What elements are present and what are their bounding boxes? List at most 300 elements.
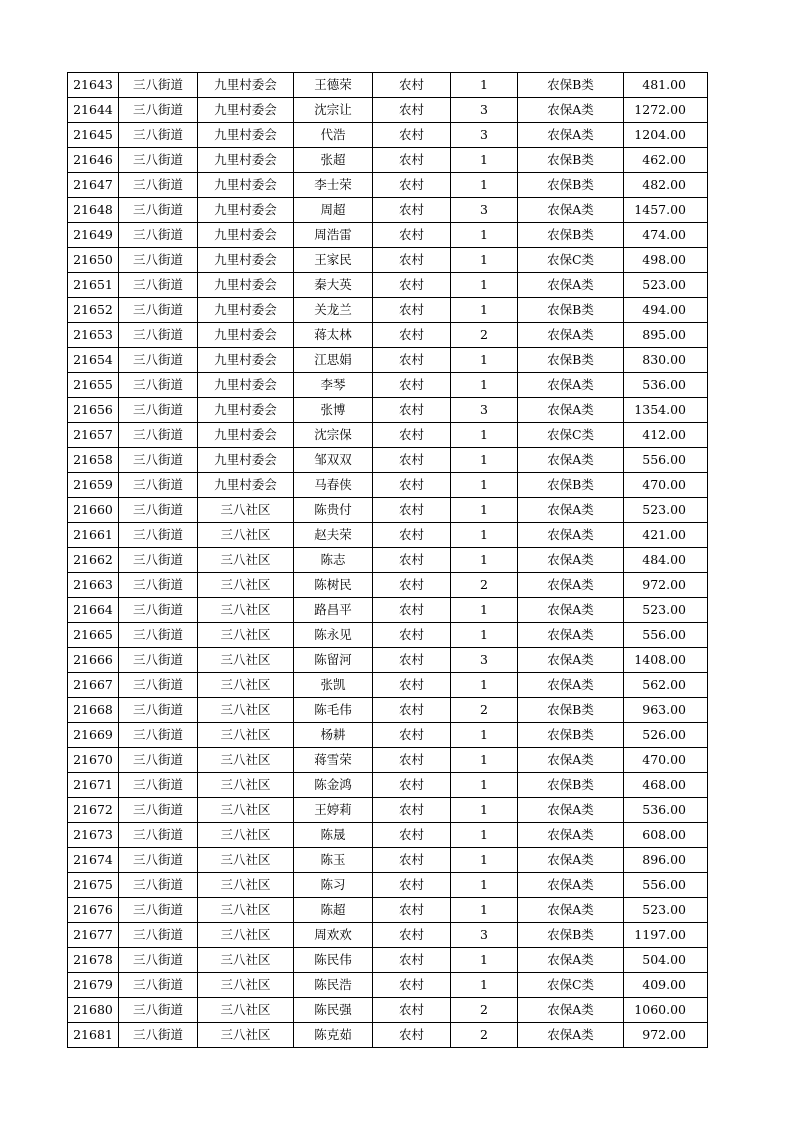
household-type-cell: 农村 xyxy=(373,998,451,1023)
subdistrict-cell: 三八街道 xyxy=(119,848,198,873)
subdistrict-cell: 三八街道 xyxy=(119,973,198,998)
insurance-category-cell: 农保A类 xyxy=(518,123,624,148)
village-committee-cell: 三八社区 xyxy=(198,973,294,998)
subdistrict-cell: 三八街道 xyxy=(119,473,198,498)
subdistrict-cell: 三八街道 xyxy=(119,698,198,723)
table-row xyxy=(68,173,708,198)
insurance-category-cell: 农保B类 xyxy=(518,723,624,748)
insurance-category-cell: 农保A类 xyxy=(518,498,624,523)
name-cell: 代浩 xyxy=(294,123,373,148)
village-committee-cell: 九里村委会 xyxy=(198,423,294,448)
household-type-cell: 农村 xyxy=(373,773,451,798)
name-cell: 路昌平 xyxy=(294,598,373,623)
insurance-category-cell: 农保B类 xyxy=(518,173,624,198)
village-committee-cell: 三八社区 xyxy=(198,498,294,523)
table-row xyxy=(68,723,708,748)
serial-number-cell: 21672 xyxy=(68,798,119,823)
household-type-cell: 农村 xyxy=(373,273,451,298)
household-type-cell: 农村 xyxy=(373,323,451,348)
table-row xyxy=(68,473,708,498)
serial-number-cell: 21677 xyxy=(68,923,119,948)
person-count-cell: 2 xyxy=(451,698,518,723)
person-count-cell: 2 xyxy=(451,998,518,1023)
household-type-cell: 农村 xyxy=(373,823,451,848)
name-cell: 沈宗保 xyxy=(294,423,373,448)
table-row xyxy=(68,148,708,173)
person-count-cell: 1 xyxy=(451,448,518,473)
subdistrict-cell: 三八街道 xyxy=(119,648,198,673)
insurance-category-cell: 农保B类 xyxy=(518,148,624,173)
person-count-cell: 1 xyxy=(451,148,518,173)
household-type-cell: 农村 xyxy=(373,798,451,823)
name-cell: 张超 xyxy=(294,148,373,173)
table-row xyxy=(68,298,708,323)
roster-table xyxy=(67,72,708,1048)
insurance-category-cell: 农保A类 xyxy=(518,848,624,873)
amount-cell: 412.00 xyxy=(624,423,708,448)
name-cell: 蒋太林 xyxy=(294,323,373,348)
table-row xyxy=(68,798,708,823)
name-cell: 蒋雪荣 xyxy=(294,748,373,773)
subdistrict-cell: 三八街道 xyxy=(119,323,198,348)
household-type-cell: 农村 xyxy=(373,873,451,898)
amount-cell: 830.00 xyxy=(624,348,708,373)
amount-cell: 494.00 xyxy=(624,298,708,323)
insurance-category-cell: 农保A类 xyxy=(518,323,624,348)
insurance-category-cell: 农保B类 xyxy=(518,923,624,948)
person-count-cell: 1 xyxy=(451,623,518,648)
serial-number-cell: 21660 xyxy=(68,498,119,523)
name-cell: 李士荣 xyxy=(294,173,373,198)
table-row xyxy=(68,748,708,773)
person-count-cell: 1 xyxy=(451,823,518,848)
household-type-cell: 农村 xyxy=(373,848,451,873)
amount-cell: 556.00 xyxy=(624,623,708,648)
serial-number-cell: 21646 xyxy=(68,148,119,173)
serial-number-cell: 21680 xyxy=(68,998,119,1023)
household-type-cell: 农村 xyxy=(373,423,451,448)
table-row xyxy=(68,948,708,973)
person-count-cell: 1 xyxy=(451,548,518,573)
amount-cell: 484.00 xyxy=(624,548,708,573)
person-count-cell: 1 xyxy=(451,948,518,973)
household-type-cell: 农村 xyxy=(373,923,451,948)
amount-cell: 468.00 xyxy=(624,773,708,798)
name-cell: 陈民伟 xyxy=(294,948,373,973)
person-count-cell: 1 xyxy=(451,773,518,798)
household-type-cell: 农村 xyxy=(373,348,451,373)
person-count-cell: 1 xyxy=(451,298,518,323)
amount-cell: 608.00 xyxy=(624,823,708,848)
amount-cell: 1457.00 xyxy=(624,198,708,223)
serial-number-cell: 21665 xyxy=(68,623,119,648)
name-cell: 陈永见 xyxy=(294,623,373,648)
household-type-cell: 农村 xyxy=(373,298,451,323)
amount-cell: 896.00 xyxy=(624,848,708,873)
household-type-cell: 农村 xyxy=(373,748,451,773)
subdistrict-cell: 三八街道 xyxy=(119,248,198,273)
serial-number-cell: 21656 xyxy=(68,398,119,423)
amount-cell: 1204.00 xyxy=(624,123,708,148)
name-cell: 陈贵付 xyxy=(294,498,373,523)
village-committee-cell: 三八社区 xyxy=(198,848,294,873)
village-committee-cell: 九里村委会 xyxy=(198,373,294,398)
name-cell: 陈习 xyxy=(294,873,373,898)
subdistrict-cell: 三八街道 xyxy=(119,548,198,573)
person-count-cell: 1 xyxy=(451,848,518,873)
household-type-cell: 农村 xyxy=(373,598,451,623)
insurance-category-cell: 农保A类 xyxy=(518,998,624,1023)
table-row xyxy=(68,873,708,898)
table-row xyxy=(68,373,708,398)
serial-number-cell: 21666 xyxy=(68,648,119,673)
household-type-cell: 农村 xyxy=(373,698,451,723)
name-cell: 陈民强 xyxy=(294,998,373,1023)
insurance-category-cell: 农保A类 xyxy=(518,648,624,673)
table-row xyxy=(68,423,708,448)
person-count-cell: 1 xyxy=(451,673,518,698)
household-type-cell: 农村 xyxy=(373,723,451,748)
name-cell: 陈树民 xyxy=(294,573,373,598)
serial-number-cell: 21667 xyxy=(68,673,119,698)
name-cell: 王婷莉 xyxy=(294,798,373,823)
table-row xyxy=(68,973,708,998)
serial-number-cell: 21661 xyxy=(68,523,119,548)
serial-number-cell: 21651 xyxy=(68,273,119,298)
village-committee-cell: 三八社区 xyxy=(198,723,294,748)
subdistrict-cell: 三八街道 xyxy=(119,623,198,648)
table-row xyxy=(68,348,708,373)
insurance-category-cell: 农保B类 xyxy=(518,348,624,373)
amount-cell: 536.00 xyxy=(624,798,708,823)
amount-cell: 523.00 xyxy=(624,598,708,623)
serial-number-cell: 21674 xyxy=(68,848,119,873)
household-type-cell: 农村 xyxy=(373,398,451,423)
table-row xyxy=(68,498,708,523)
household-type-cell: 农村 xyxy=(373,223,451,248)
name-cell: 陈志 xyxy=(294,548,373,573)
person-count-cell: 1 xyxy=(451,598,518,623)
village-committee-cell: 九里村委会 xyxy=(198,73,294,98)
amount-cell: 421.00 xyxy=(624,523,708,548)
name-cell: 杨耕 xyxy=(294,723,373,748)
village-committee-cell: 九里村委会 xyxy=(198,298,294,323)
serial-number-cell: 21668 xyxy=(68,698,119,723)
village-committee-cell: 三八社区 xyxy=(198,698,294,723)
table-row xyxy=(68,73,708,98)
serial-number-cell: 21681 xyxy=(68,1023,119,1048)
insurance-category-cell: 农保A类 xyxy=(518,748,624,773)
subdistrict-cell: 三八街道 xyxy=(119,123,198,148)
village-committee-cell: 九里村委会 xyxy=(198,273,294,298)
village-committee-cell: 九里村委会 xyxy=(198,473,294,498)
table-row xyxy=(68,623,708,648)
serial-number-cell: 21657 xyxy=(68,423,119,448)
household-type-cell: 农村 xyxy=(373,248,451,273)
table-row xyxy=(68,998,708,1023)
serial-number-cell: 21650 xyxy=(68,248,119,273)
name-cell: 陈留河 xyxy=(294,648,373,673)
amount-cell: 481.00 xyxy=(624,73,708,98)
serial-number-cell: 21643 xyxy=(68,73,119,98)
person-count-cell: 1 xyxy=(451,723,518,748)
name-cell: 秦大英 xyxy=(294,273,373,298)
name-cell: 江思娟 xyxy=(294,348,373,373)
amount-cell: 895.00 xyxy=(624,323,708,348)
subdistrict-cell: 三八街道 xyxy=(119,673,198,698)
amount-cell: 1197.00 xyxy=(624,923,708,948)
amount-cell: 462.00 xyxy=(624,148,708,173)
table-row xyxy=(68,123,708,148)
serial-number-cell: 21673 xyxy=(68,823,119,848)
household-type-cell: 农村 xyxy=(373,648,451,673)
person-count-cell: 1 xyxy=(451,173,518,198)
household-type-cell: 农村 xyxy=(373,498,451,523)
subdistrict-cell: 三八街道 xyxy=(119,948,198,973)
subdistrict-cell: 三八街道 xyxy=(119,273,198,298)
person-count-cell: 1 xyxy=(451,748,518,773)
subdistrict-cell: 三八街道 xyxy=(119,223,198,248)
insurance-category-cell: 农保A类 xyxy=(518,573,624,598)
household-type-cell: 农村 xyxy=(373,448,451,473)
insurance-category-cell: 农保C类 xyxy=(518,973,624,998)
serial-number-cell: 21645 xyxy=(68,123,119,148)
amount-cell: 972.00 xyxy=(624,573,708,598)
insurance-category-cell: 农保A类 xyxy=(518,1023,624,1048)
person-count-cell: 1 xyxy=(451,273,518,298)
village-committee-cell: 九里村委会 xyxy=(198,448,294,473)
insurance-category-cell: 农保A类 xyxy=(518,398,624,423)
name-cell: 周浩雷 xyxy=(294,223,373,248)
household-type-cell: 农村 xyxy=(373,898,451,923)
amount-cell: 526.00 xyxy=(624,723,708,748)
person-count-cell: 1 xyxy=(451,373,518,398)
subdistrict-cell: 三八街道 xyxy=(119,573,198,598)
table-row xyxy=(68,248,708,273)
subdistrict-cell: 三八街道 xyxy=(119,198,198,223)
serial-number-cell: 21664 xyxy=(68,598,119,623)
household-type-cell: 农村 xyxy=(373,473,451,498)
serial-number-cell: 21648 xyxy=(68,198,119,223)
serial-number-cell: 21662 xyxy=(68,548,119,573)
village-committee-cell: 三八社区 xyxy=(198,673,294,698)
subdistrict-cell: 三八街道 xyxy=(119,773,198,798)
person-count-cell: 1 xyxy=(451,898,518,923)
person-count-cell: 2 xyxy=(451,323,518,348)
village-committee-cell: 三八社区 xyxy=(198,873,294,898)
village-committee-cell: 九里村委会 xyxy=(198,248,294,273)
amount-cell: 470.00 xyxy=(624,748,708,773)
village-committee-cell: 九里村委会 xyxy=(198,348,294,373)
village-committee-cell: 九里村委会 xyxy=(198,98,294,123)
table-row xyxy=(68,823,708,848)
amount-cell: 963.00 xyxy=(624,698,708,723)
household-type-cell: 农村 xyxy=(373,148,451,173)
insurance-category-cell: 农保C类 xyxy=(518,248,624,273)
insurance-category-cell: 农保B类 xyxy=(518,698,624,723)
serial-number-cell: 21653 xyxy=(68,323,119,348)
serial-number-cell: 21678 xyxy=(68,948,119,973)
person-count-cell: 1 xyxy=(451,348,518,373)
village-committee-cell: 九里村委会 xyxy=(198,123,294,148)
subdistrict-cell: 三八街道 xyxy=(119,523,198,548)
amount-cell: 523.00 xyxy=(624,898,708,923)
name-cell: 关龙兰 xyxy=(294,298,373,323)
table-row xyxy=(68,898,708,923)
village-committee-cell: 九里村委会 xyxy=(198,398,294,423)
table-row xyxy=(68,1023,708,1048)
village-committee-cell: 三八社区 xyxy=(198,548,294,573)
insurance-category-cell: 农保A类 xyxy=(518,798,624,823)
village-committee-cell: 三八社区 xyxy=(198,823,294,848)
subdistrict-cell: 三八街道 xyxy=(119,348,198,373)
serial-number-cell: 21644 xyxy=(68,98,119,123)
table-row xyxy=(68,198,708,223)
subdistrict-cell: 三八街道 xyxy=(119,748,198,773)
amount-cell: 482.00 xyxy=(624,173,708,198)
household-type-cell: 农村 xyxy=(373,198,451,223)
village-committee-cell: 三八社区 xyxy=(198,1023,294,1048)
subdistrict-cell: 三八街道 xyxy=(119,873,198,898)
name-cell: 周超 xyxy=(294,198,373,223)
household-type-cell: 农村 xyxy=(373,98,451,123)
person-count-cell: 3 xyxy=(451,923,518,948)
village-committee-cell: 三八社区 xyxy=(198,573,294,598)
amount-cell: 1408.00 xyxy=(624,648,708,673)
village-committee-cell: 三八社区 xyxy=(198,748,294,773)
household-type-cell: 农村 xyxy=(373,573,451,598)
person-count-cell: 1 xyxy=(451,73,518,98)
serial-number-cell: 21658 xyxy=(68,448,119,473)
serial-number-cell: 21669 xyxy=(68,723,119,748)
table-row xyxy=(68,848,708,873)
insurance-category-cell: 农保B类 xyxy=(518,73,624,98)
name-cell: 张凯 xyxy=(294,673,373,698)
name-cell: 陈民浩 xyxy=(294,973,373,998)
name-cell: 沈宗让 xyxy=(294,98,373,123)
amount-cell: 972.00 xyxy=(624,1023,708,1048)
village-committee-cell: 九里村委会 xyxy=(198,148,294,173)
name-cell: 陈克茹 xyxy=(294,1023,373,1048)
serial-number-cell: 21652 xyxy=(68,298,119,323)
village-committee-cell: 三八社区 xyxy=(198,648,294,673)
insurance-category-cell: 农保A类 xyxy=(518,373,624,398)
name-cell: 陈超 xyxy=(294,898,373,923)
serial-number-cell: 21659 xyxy=(68,473,119,498)
person-count-cell: 1 xyxy=(451,498,518,523)
roster-body xyxy=(68,73,708,1048)
amount-cell: 504.00 xyxy=(624,948,708,973)
subdistrict-cell: 三八街道 xyxy=(119,798,198,823)
person-count-cell: 1 xyxy=(451,523,518,548)
serial-number-cell: 21675 xyxy=(68,873,119,898)
subdistrict-cell: 三八街道 xyxy=(119,373,198,398)
name-cell: 陈金鸿 xyxy=(294,773,373,798)
insurance-category-cell: 农保A类 xyxy=(518,623,624,648)
subdistrict-cell: 三八街道 xyxy=(119,1023,198,1048)
amount-cell: 523.00 xyxy=(624,498,708,523)
insurance-category-cell: 农保A类 xyxy=(518,448,624,473)
household-type-cell: 农村 xyxy=(373,1023,451,1048)
table-row xyxy=(68,673,708,698)
insurance-category-cell: 农保B类 xyxy=(518,298,624,323)
subdistrict-cell: 三八街道 xyxy=(119,73,198,98)
insurance-category-cell: 农保A类 xyxy=(518,198,624,223)
person-count-cell: 2 xyxy=(451,1023,518,1048)
village-committee-cell: 九里村委会 xyxy=(198,323,294,348)
subdistrict-cell: 三八街道 xyxy=(119,148,198,173)
insurance-category-cell: 农保C类 xyxy=(518,423,624,448)
subdistrict-cell: 三八街道 xyxy=(119,723,198,748)
insurance-category-cell: 农保B类 xyxy=(518,223,624,248)
village-committee-cell: 九里村委会 xyxy=(198,173,294,198)
amount-cell: 470.00 xyxy=(624,473,708,498)
village-committee-cell: 九里村委会 xyxy=(198,198,294,223)
person-count-cell: 2 xyxy=(451,573,518,598)
serial-number-cell: 21654 xyxy=(68,348,119,373)
person-count-cell: 3 xyxy=(451,198,518,223)
name-cell: 陈晟 xyxy=(294,823,373,848)
amount-cell: 536.00 xyxy=(624,373,708,398)
table-row xyxy=(68,923,708,948)
subdistrict-cell: 三八街道 xyxy=(119,498,198,523)
table-row xyxy=(68,698,708,723)
village-committee-cell: 三八社区 xyxy=(198,773,294,798)
table-row xyxy=(68,98,708,123)
village-committee-cell: 三八社区 xyxy=(198,898,294,923)
amount-cell: 1272.00 xyxy=(624,98,708,123)
amount-cell: 556.00 xyxy=(624,448,708,473)
subdistrict-cell: 三八街道 xyxy=(119,823,198,848)
insurance-category-cell: 农保B类 xyxy=(518,473,624,498)
village-committee-cell: 三八社区 xyxy=(198,798,294,823)
subdistrict-cell: 三八街道 xyxy=(119,423,198,448)
village-committee-cell: 三八社区 xyxy=(198,598,294,623)
insurance-category-cell: 农保A类 xyxy=(518,98,624,123)
household-type-cell: 农村 xyxy=(373,173,451,198)
amount-cell: 409.00 xyxy=(624,973,708,998)
amount-cell: 498.00 xyxy=(624,248,708,273)
person-count-cell: 1 xyxy=(451,223,518,248)
serial-number-cell: 21647 xyxy=(68,173,119,198)
household-type-cell: 农村 xyxy=(373,523,451,548)
insurance-category-cell: 农保A类 xyxy=(518,873,624,898)
amount-cell: 562.00 xyxy=(624,673,708,698)
subdistrict-cell: 三八街道 xyxy=(119,448,198,473)
name-cell: 王德荣 xyxy=(294,73,373,98)
serial-number-cell: 21649 xyxy=(68,223,119,248)
person-count-cell: 3 xyxy=(451,123,518,148)
village-committee-cell: 三八社区 xyxy=(198,623,294,648)
insurance-category-cell: 农保A类 xyxy=(518,523,624,548)
household-type-cell: 农村 xyxy=(373,623,451,648)
name-cell: 邹双双 xyxy=(294,448,373,473)
household-type-cell: 农村 xyxy=(373,673,451,698)
table-row xyxy=(68,773,708,798)
table-row xyxy=(68,573,708,598)
table-row xyxy=(68,523,708,548)
name-cell: 周欢欢 xyxy=(294,923,373,948)
household-type-cell: 农村 xyxy=(373,373,451,398)
subdistrict-cell: 三八街道 xyxy=(119,998,198,1023)
person-count-cell: 1 xyxy=(451,798,518,823)
serial-number-cell: 21663 xyxy=(68,573,119,598)
person-count-cell: 1 xyxy=(451,873,518,898)
insurance-category-cell: 农保A类 xyxy=(518,948,624,973)
insurance-category-cell: 农保A类 xyxy=(518,273,624,298)
person-count-cell: 1 xyxy=(451,973,518,998)
person-count-cell: 3 xyxy=(451,98,518,123)
